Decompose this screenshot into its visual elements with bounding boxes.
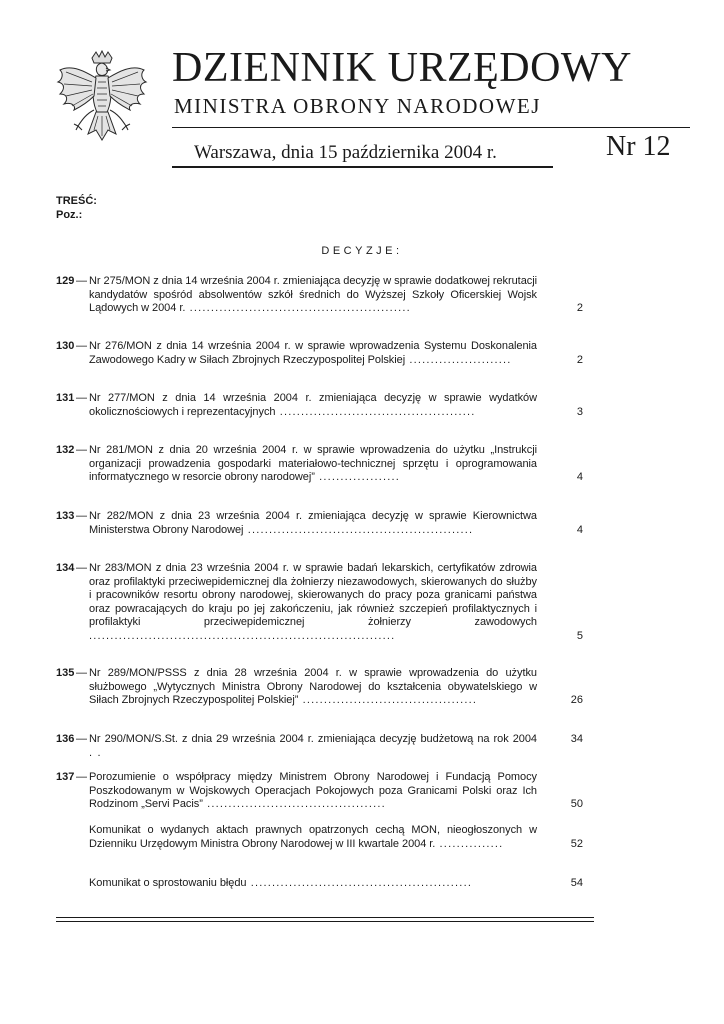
entry-text: Nr 275/MON z dnia 14 września 2004 r. zmieniająca decyzję w sprawie dodatkowej rekrutacji kandydatów spośród absolwentów szkół średnich do Wyższej Szkoły Oficerskiej Wojsk Lądowych w 2004 r. .................................................... <box>89 275 537 314</box>
entry-dash: — <box>76 340 87 352</box>
journal-title: DZIENNIK URZĘDOWY <box>172 45 632 91</box>
entry-text: Nr 283/MON z dnia 23 września 2004 r. w sprawie badań lekarskich, certyfikatów zdrowia oraz profilaktyki przeciwepidemicznej dla żołnierzy niezawodowych, skierowanych do służby i pracowników resortu obrony narodowej, skierowanych do pracy poza granicami państwa oraz powracających do kraju po jej zakończeniu, jak również szczepień profilaktycznych i profilaktyki przeciwepidemicznej żołnierzy zawodowych ........................................................................ <box>89 562 537 642</box>
header-rule <box>172 127 690 128</box>
entry-number: 132 <box>56 444 75 456</box>
entry-number: 129 <box>56 275 75 287</box>
entry-dash: — <box>76 392 87 404</box>
entry-text: Nr 282/MON z dnia 23 września 2004 r. zmieniająca decyzję w sprawie Kierownictwa Ministerstwa Obrony Narodowej ..................................................... <box>89 510 537 536</box>
entry-text: Komunikat o wydanych aktach prawnych opatrzonych cechą MON, nieogłoszonych w Dzienniku Urzędowym Ministra Obrony Narodowej w III kwartale 2004 r. ............... <box>89 824 537 850</box>
entry-number: 136 <box>56 733 75 745</box>
footer-rule <box>56 917 594 918</box>
entry-page: 3 <box>576 405 583 418</box>
entry-number: 130 <box>56 340 75 352</box>
entry-page: 34 <box>570 733 583 745</box>
section-heading: DECYZJE: <box>321 245 403 257</box>
entry-dash: — <box>76 771 87 783</box>
entry-page: 2 <box>576 302 583 314</box>
entry-number: 134 <box>56 562 75 574</box>
entry-page: 26 <box>570 694 583 706</box>
entry-number: 135 <box>56 667 75 679</box>
issue-date: Warszawa, dnia 15 października 2004 r. <box>194 142 497 163</box>
entry-number: 131 <box>56 392 75 404</box>
entry-text: Porozumienie o współpracy między Ministrem Obrony Narodowej i Fundacją Pomocy Poszkodowanym w Wojskowych Operacjach Pokojowych poza Granicami Polski oraz Ich Rodzinom „Servi Pacis” .......................................... <box>89 771 537 810</box>
eagle-emblem-icon <box>52 50 152 154</box>
entry-number: 133 <box>56 510 75 522</box>
position-label: Poz.: <box>56 209 83 221</box>
entry-page: 5 <box>576 629 583 642</box>
entry-text: Nr 290/MON/S.St. z dnia 29 września 2004 r. zmieniająca decyzję budżetową na rok 2004 . . <box>89 733 537 759</box>
entry-dash: — <box>76 733 87 745</box>
entry-text: Nr 281/MON z dnia 20 września 2004 r. w sprawie wprowadzenia do użytku „Instrukcji organizacji prowadzenia gospodarki materiałowo-technicznej sprzętu i oprogramowania informatycznego w resorcie obrony narodowej” ................... <box>89 444 537 483</box>
issue-number: Nr 12 <box>606 131 671 162</box>
entry-text: Nr 276/MON z dnia 14 września 2004 r. w sprawie wprowadzenia Systemu Doskonalenia Zawodowego Kadry w Siłach Zbrojnych Rzeczypospolitej Polskiej ........................ <box>89 340 537 366</box>
entry-dash: — <box>76 275 87 287</box>
entry-page: 4 <box>576 523 583 536</box>
entry-dash: — <box>76 510 87 522</box>
entry-dash: — <box>76 562 87 574</box>
entry-page: 4 <box>576 471 583 483</box>
contents-label: TREŚĆ: <box>56 195 97 207</box>
date-rule <box>172 166 553 168</box>
entry-page: 54 <box>570 877 583 889</box>
journal-subtitle: MINISTRA OBRONY NARODOWEJ <box>174 94 541 118</box>
entry-page: 52 <box>570 837 583 850</box>
entry-text: Nr 277/MON z dnia 14 września 2004 r. zmieniająca decyzję w sprawie wydatków okolicznościowych i reprezentacyjnych .............................................. <box>89 392 537 418</box>
entry-text: Komunikat o sprostowaniu błędu .................................................... <box>89 877 473 889</box>
entry-dash: — <box>76 667 87 679</box>
entry-number: 137 <box>56 771 75 783</box>
entry-text: Nr 289/MON/PSSS z dnia 28 września 2004 r. w sprawie wprowadzenia do użytku służbowego „Wytycznych Ministra Obrony Narodowej do kształcenia obywatelskiego w Siłach Zbrojnych Rzeczypospolitej Polskiej” ......................................... <box>89 667 537 706</box>
entry-dash: — <box>76 444 87 456</box>
entry-page: 2 <box>576 353 583 366</box>
entry-page: 50 <box>570 798 583 810</box>
footer-rule <box>56 921 594 922</box>
